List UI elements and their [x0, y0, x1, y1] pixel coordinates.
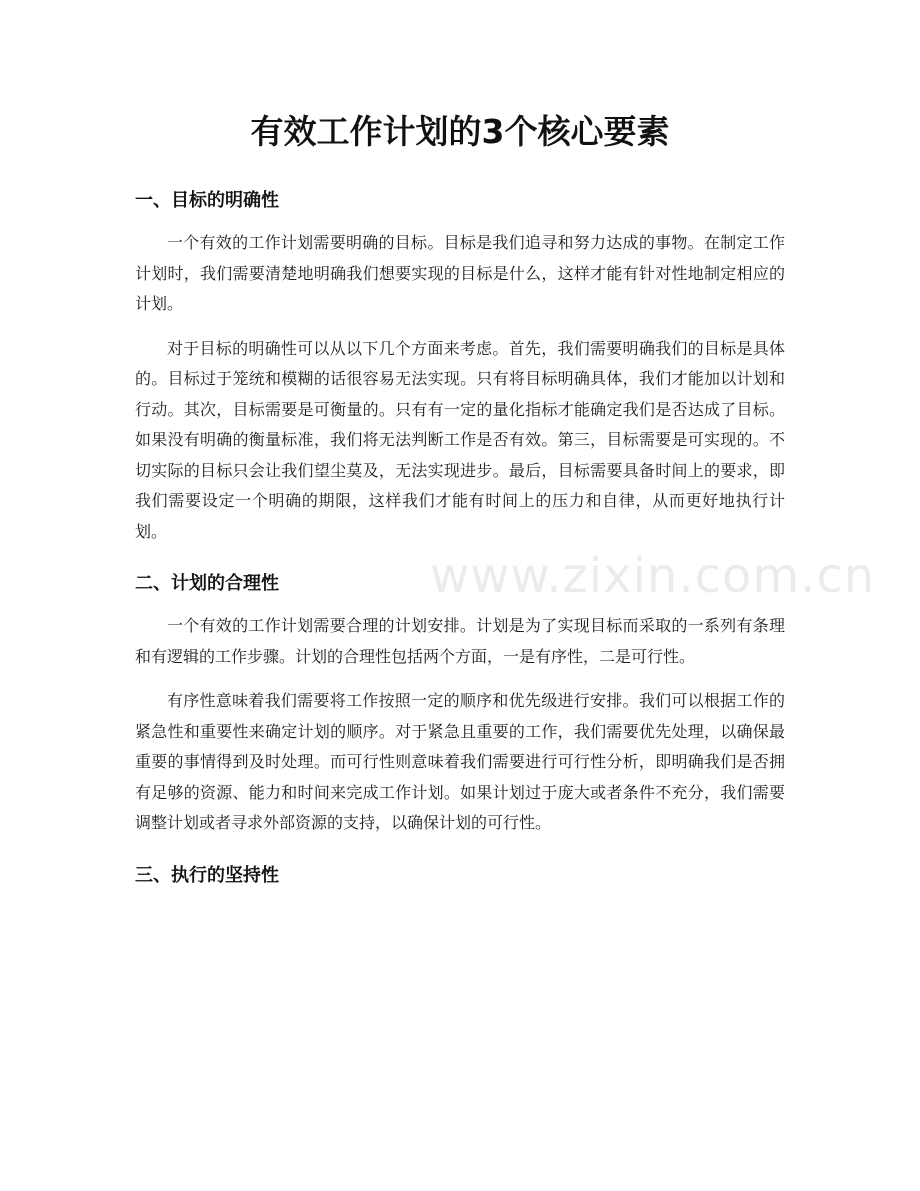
section-plan-rationality — [135, 567, 785, 839]
section-heading: 二、计划的合理性 — [135, 573, 279, 594]
section-goal-clarity — [135, 184, 785, 547]
paragraph: 一个有效的工作计划需要明确的目标。目标是我们追寻和努力达成的事物。在制定工作计划时，我们需要清楚地明确我们想要实现的目标是什么，这样才能有针对性地制定相应的计划。 — [135, 233, 785, 313]
section-execution-persistence — [135, 859, 785, 893]
section-heading: 一、目标的明确性 — [135, 190, 279, 211]
page-title: 有效工作计划的3个核心要素 — [250, 112, 670, 151]
paragraph: 有序性意味着我们需要将工作按照一定的顺序和优先级进行安排。我们可以根据工作的紧急性和重要性来确定计划的顺序。对于紧急且重要的工作，我们需要优先处理，以确保最重要的事情得到及时处理。而可行性则意味着我们需要进行可行性分析，即明确我们是否拥有足够的资源、能力和时间来完成工作计划。如果计划过于庞大或者条件不充分，我们需要调整计划或者寻求外部资源的支持，以确保计划的可行性。 — [135, 691, 785, 832]
paragraph: 一个有效的工作计划需要合理的计划安排。计划是为了实现目标而采取的一系列有条理和有逻辑的工作步骤。计划的合理性包括两个方面，一是有序性，二是可行性。 — [135, 616, 785, 666]
document-body — [135, 184, 785, 903]
paragraph: 对于目标的明确性可以从以下几个方面来考虑。首先，我们需要明确我们的目标是具体的。目标过于笼统和模糊的话很容易无法实现。只有将目标明确具体，我们才能加以计划和行动。其次，目标需要是可衡量的。只有有一定的量化指标才能确定我们是否达成了目标。如果没有明确的衡量标准，我们将无法判断工作是否有效。第三，目标需要是可实现的。不切实际的目标只会让我们望尘莫及，无法实现进步。最后，目标需要具备时间上的要求，即我们需要设定一个明确的期限，这样我们才能有时间上的压力和自律，从而更好地执行计划。 — [135, 338, 785, 541]
watermark: www.zixin.com.cn — [430, 548, 876, 604]
section-heading: 三、执行的坚持性 — [135, 864, 279, 886]
